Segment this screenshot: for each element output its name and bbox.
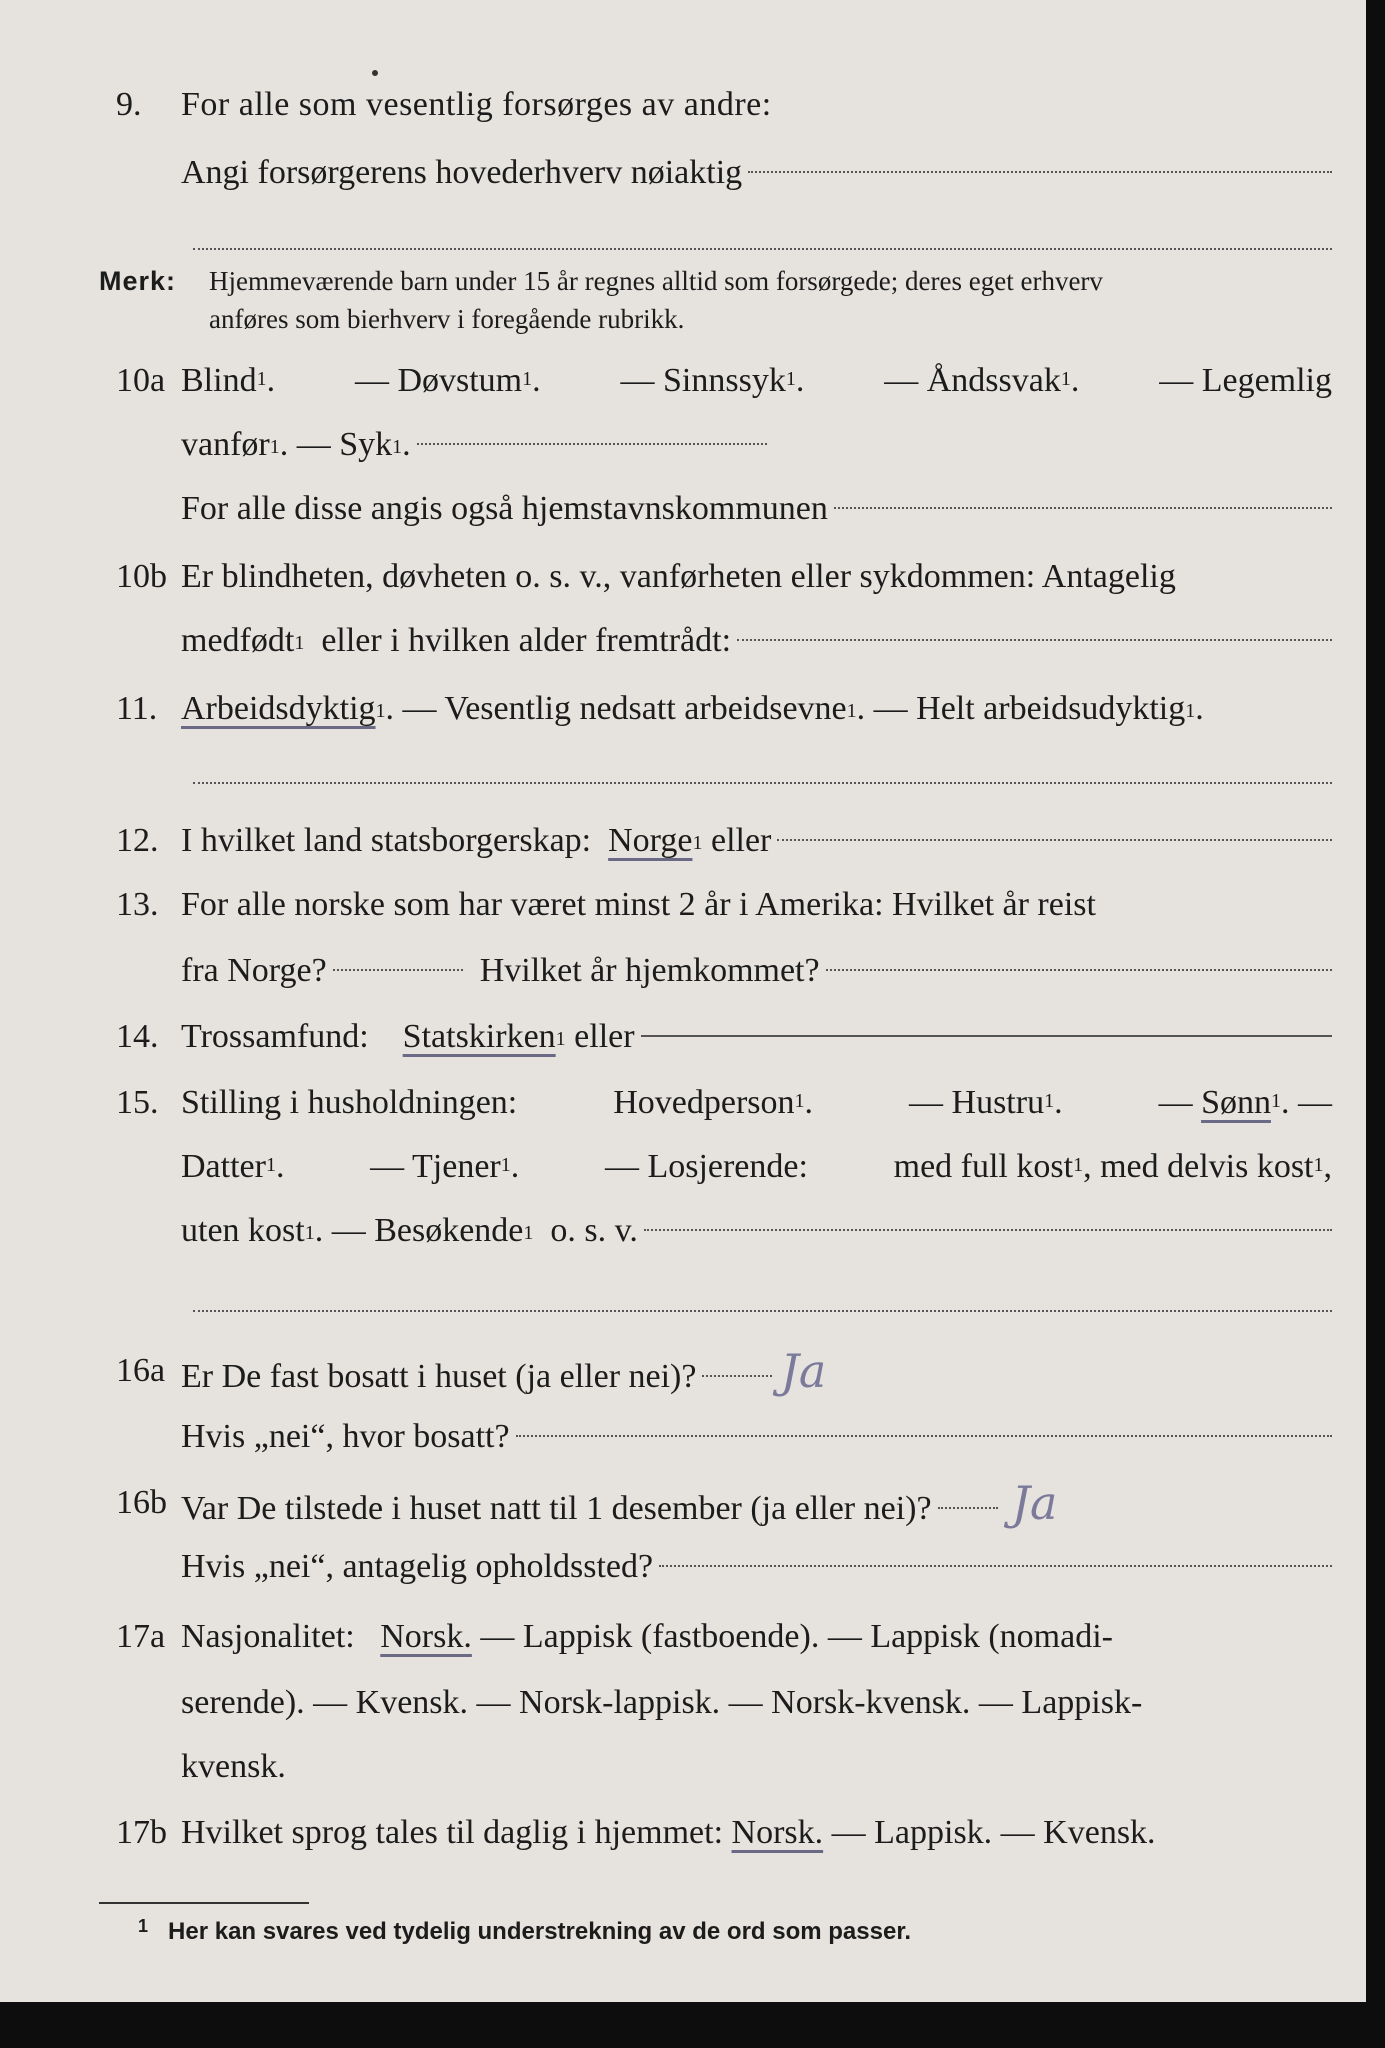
q17a-options2: serende). — Kvensk. — Norsk-lappisk. — Norsk-kvensk. — Lappisk- (181, 1684, 1143, 1721)
q10b-line1 (0, 544, 1366, 610)
opt-hustru[interactable]: — Hustru (909, 1084, 1045, 1121)
opt-nedsatt[interactable]: . — Vesentlig nedsatt arbeidsevne (385, 690, 847, 727)
q10a-line1: 10a Blind$^1$. — Døvstum$^1$. — Sinnssyk$^1$. — Åndssvak$^1$. — Legemlig (0, 348, 1366, 414)
opt-syk[interactable]: — Syk (296, 426, 393, 463)
q17b-text: Hvilket sprog tales til daglig i hjemmet: (181, 1814, 724, 1851)
q12-line (0, 808, 1366, 874)
opt-norge[interactable]: Norge (608, 822, 693, 859)
sup: 1 (794, 1090, 805, 1112)
opt-udyktig[interactable]: . — Helt arbeidsudyktig (856, 690, 1186, 727)
q9-number: 9. (116, 86, 142, 123)
q17b-number: 17b (116, 1814, 167, 1851)
stilling-field[interactable] (644, 1229, 1332, 1231)
q10a-answer-field[interactable] (417, 443, 767, 445)
opt-medfodt[interactable]: medfødt (181, 622, 295, 659)
sup: 1 (785, 368, 796, 390)
sup: 1 (256, 368, 267, 390)
sup: 1 (1270, 1090, 1281, 1112)
sup: 1 (846, 700, 857, 722)
q15-extra-field[interactable] (193, 1310, 1332, 1312)
bosatt-field[interactable] (516, 1435, 1332, 1437)
opt-norsk[interactable]: Norsk. (380, 1618, 472, 1655)
merk-line2: anføres som bierhverv i foregående rubrikk. (209, 304, 685, 334)
q13-reist: fra Norge? (181, 952, 327, 989)
opt-delvis-kost[interactable]: , med delvis kost (1083, 1148, 1314, 1185)
statsborgerskap-field[interactable] (777, 839, 1332, 841)
q9-answer-field[interactable] (748, 171, 1332, 173)
sup: 1 (375, 700, 386, 722)
footnote-divider (99, 1902, 309, 1904)
q9-line1 (0, 72, 1366, 138)
sup: 1 (692, 832, 703, 854)
merk-label: Merk: (99, 266, 177, 296)
q9-extra-field[interactable] (193, 248, 1332, 250)
sup: 1 (304, 1222, 315, 1244)
q17a-line3 (0, 1734, 1366, 1800)
hjemstavn-field[interactable] (834, 507, 1332, 509)
opt-sinnssyk[interactable]: — Sinnssyk (620, 362, 786, 399)
q12-text: I hvilket land statsborgerskap: (181, 822, 592, 859)
sup: 1 (269, 436, 280, 458)
opt-losjerende: — Losjerende: (604, 1148, 808, 1185)
opt-datter[interactable]: Datter (181, 1148, 266, 1185)
q15-line3: uten kost 1 . — Besøkende 1 o. s. v. (0, 1198, 1366, 1264)
q15-line2: Datter$^1$. — Tjener$^1$. — Losjerende: med full kost$^1$, med delvis kost$^1$, (0, 1134, 1366, 1200)
opt-uten-kost[interactable]: uten kost (181, 1212, 305, 1249)
q9-text: For alle som vesentlig forsørges av andre: (181, 86, 772, 123)
q13-hjemkommet: Hvilket år hjemkommet? (479, 952, 820, 989)
q14-text: Trossamfund: (181, 1018, 369, 1055)
footnote-mark: 1 (138, 1916, 149, 1936)
opt-blind[interactable]: Blind (181, 362, 257, 399)
opt-andssvak[interactable]: — Åndssvak (884, 362, 1061, 399)
opholdssted-field[interactable] (659, 1565, 1332, 1567)
merk-line1: Hjemmeværende barn under 15 år regnes alltid som forsørgede; deres eget erhverv (209, 266, 1103, 296)
opt-besokende[interactable]: — Besøkende (331, 1212, 524, 1249)
opt-dovstum[interactable]: — Døvstum (354, 362, 523, 399)
sup: 1 (523, 1222, 534, 1244)
sup: 1 (1185, 700, 1196, 722)
q10b-line2 (0, 608, 1366, 674)
q13-line1 (0, 872, 1366, 938)
q12-eller: eller (710, 822, 772, 859)
q11-number: 11. (116, 690, 158, 727)
alder-field[interactable] (737, 639, 1332, 641)
dots (938, 1507, 998, 1509)
q16a-number: 16a (116, 1352, 166, 1389)
q9-line2 (0, 140, 1366, 206)
q14-line (0, 1004, 1366, 1070)
q11-extra-field[interactable] (193, 782, 1332, 784)
sup: 1 (1073, 1154, 1084, 1176)
sup: 1 (1060, 368, 1071, 390)
opt-hovedperson[interactable]: Hovedperson (613, 1084, 795, 1121)
q16a-text2: Hvis „nei“, hvor bosatt? (181, 1418, 510, 1455)
q17a-line1 (0, 1604, 1366, 1670)
q14-number: 14. (116, 1018, 159, 1055)
q16a-line2 (0, 1404, 1366, 1470)
q10b-alder: eller i hvilken alder fremtrådt: (321, 622, 732, 659)
q10a-line3 (0, 476, 1366, 542)
q13-text: For alle norske som har været minst 2 år i Amerika: Hvilket år reist (181, 886, 1096, 923)
q10a-hjemstavn: For alle disse angis også hjemstavnskommunen (181, 490, 828, 527)
sup: 1 (1044, 1090, 1055, 1112)
opt-legemlig[interactable]: — Legemlig (1159, 362, 1332, 399)
q16b-handwritten-answer[interactable]: Ja (1011, 1476, 1058, 1530)
opt-tjener[interactable]: — Tjener (370, 1148, 501, 1185)
q16b-text2: Hvis „nei“, antagelig opholdssted? (181, 1548, 654, 1585)
opt-full-kost[interactable]: med full kost (893, 1148, 1074, 1185)
q13-number: 13. (116, 886, 159, 923)
opt-vanfor[interactable]: vanfør (181, 426, 270, 463)
q16a-handwritten-answer[interactable]: Ja (780, 1344, 827, 1398)
hjemkommet-field[interactable] (826, 969, 1332, 971)
q10a-number: 10a (116, 362, 166, 399)
q13-line2 (0, 938, 1366, 1004)
dash: . — (1280, 1084, 1332, 1121)
q15-line1: 15. Stilling i husholdningen: Hovedperson$^1$. — Hustru$^1$. — Sønn$^1$. — (0, 1070, 1366, 1136)
q9-text2: Angi forsørgerens hovederhverv nøiaktig (181, 154, 743, 191)
q15-number: 15. (116, 1084, 159, 1121)
q15-text: Stilling i husholdningen: (181, 1084, 518, 1121)
q16b-number: 16b (116, 1484, 167, 1521)
dash: — (1158, 1084, 1202, 1121)
sup: 1 (392, 436, 403, 458)
opt-arbeidsdyktig[interactable]: Arbeidsdyktig (181, 690, 376, 727)
footnote-text: Her kan svares ved tydelig understrekning av de ord som passer. (168, 1918, 911, 1945)
q10b-text: Er blindheten, døvheten o. s. v., vanførheten eller sykdommen: Antagelig (181, 558, 1176, 595)
sup: 1 (500, 1154, 511, 1176)
q12-number: 12. (116, 822, 159, 859)
sup: 1 (294, 632, 305, 654)
q16b-text: Var De tilstede i huset natt til 1 desember (ja eller nei)? (181, 1490, 932, 1527)
footnote (138, 1918, 911, 1946)
q17a-options: — Lappisk (fastboende). — Lappisk (nomadi- (480, 1618, 1113, 1655)
trossamfund-field[interactable] (641, 1035, 1332, 1037)
sup: 1 (522, 368, 533, 390)
sup: 1 (1313, 1154, 1324, 1176)
sup: 1 (265, 1154, 276, 1176)
q15-osv: o. s. v. (550, 1212, 638, 1249)
opt-sonn[interactable]: Sønn (1201, 1084, 1271, 1121)
q17a-label: Nasjonalitet: (181, 1618, 355, 1655)
q16a-line1 (0, 1338, 1366, 1404)
q10b-number: 10b (116, 558, 167, 595)
q16b-line2 (0, 1534, 1366, 1600)
dots (702, 1375, 772, 1377)
q14-eller: eller (574, 1018, 635, 1055)
opt-statskirken[interactable]: Statskirken (402, 1018, 556, 1055)
opt-norsk-sprog[interactable]: Norsk. (731, 1814, 824, 1851)
q16b-line1 (0, 1470, 1366, 1536)
reist-field[interactable] (333, 969, 463, 971)
q17a-options3: kvensk. (181, 1748, 286, 1785)
q11-line: 11. Arbeidsdyktig 1 . — Vesentlig nedsatt arbeidsevne 1 . — Helt arbeidsudyktig 1 . (0, 676, 1366, 742)
q17b-line (0, 1800, 1366, 1866)
q10a-line2: vanfør 1 . — Syk 1 . (0, 412, 1366, 478)
q17b-options: — Lappisk. — Kvensk. (831, 1814, 1156, 1851)
sup: 1 (555, 1028, 566, 1050)
q17a-number: 17a (116, 1618, 166, 1655)
q16a-text: Er De fast bosatt i huset (ja eller nei)? (181, 1358, 697, 1395)
q17a-line2 (0, 1670, 1366, 1736)
